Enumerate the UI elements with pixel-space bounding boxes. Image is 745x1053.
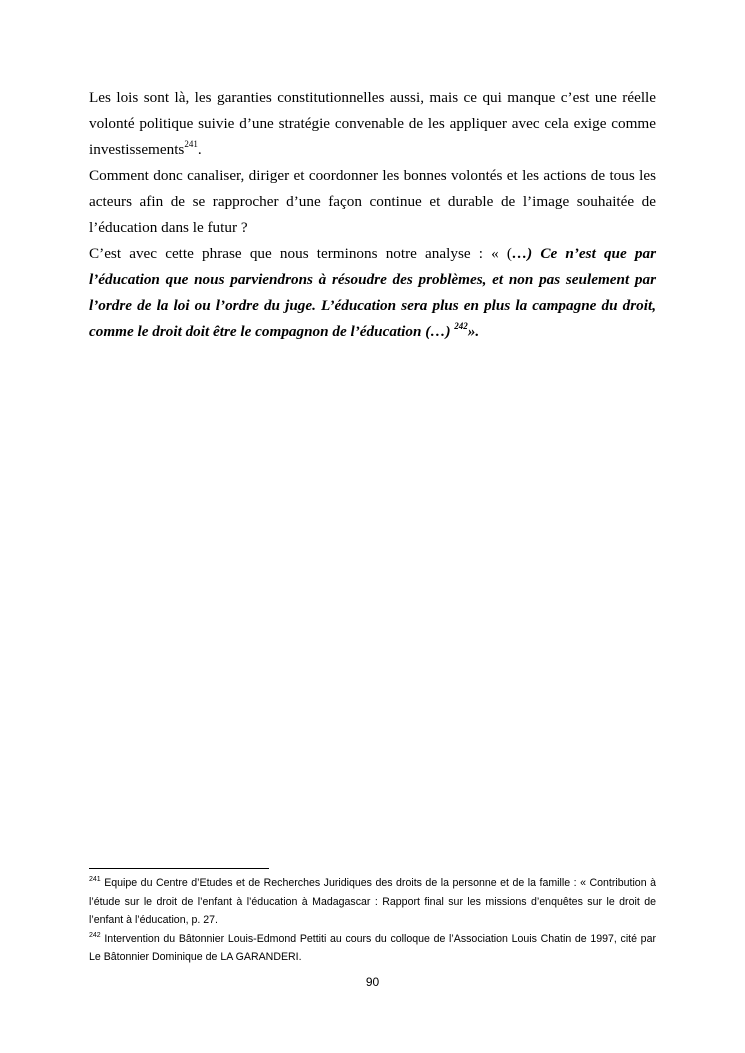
footnote-242 [89, 930, 656, 967]
footnote-number: 241 [89, 876, 101, 884]
paragraph-conclusion-end: ». [467, 323, 480, 340]
footnote-text: Equipe du Centre d’Etudes et de Recherches Juridiques des droits de la personne et de la famille : « Contribution à l’étude sur le droit de l’enfant à l’éducation à Madagascar : Rapport final sur les missions d’enquêtes sur le droit de l’enfant à l’éducation, p. 27. [89, 877, 656, 927]
paragraph-laws-text: Les lois sont là, les garanties constitutionnelles aussi, mais ce qui manque c’est une réelle volonté politique suivie d’une stratégie convenable de les appliquer avec cela exige comme investissements [89, 89, 656, 158]
paragraph-laws-end: . [197, 141, 202, 158]
body-text [89, 85, 656, 345]
paragraph-question-text: Comment donc canaliser, diriger et coordonner les bonnes volontés et les actions de tous les acteurs afin de se rapprocher d’une façon continue et durable de l’image souhaitée de l’éducation dans le futur ? [89, 167, 656, 236]
paragraph-question [89, 163, 656, 241]
paragraph-conclusion-intro: C’est avec cette phrase que nous terminons notre analyse : « ( [89, 245, 512, 262]
conclusion-quote: …) Ce n’est que par l’éducation que nous parviendrons à résoudre des problèmes, et non pas seulement par l’ordre de la loi ou l’ordre du juge. L’éducation sera plus en plus la campagne du droit, comme le droit doit être le compagnon de l’éducation (…) [89, 245, 656, 340]
footnote-241 [89, 874, 656, 930]
footnote-ref-242[interactable]: 242 [454, 320, 468, 331]
paragraph-conclusion [89, 241, 656, 345]
footnote-text: Intervention du Bâtonnier Louis-Edmond Pettiti au cours du colloque de l’Association Louis Chatin de 1997, cité par Le Bâtonnier Dominique de LA GARANDERI. [89, 932, 656, 964]
footnote-number: 242 [89, 932, 101, 940]
paragraph-laws [89, 85, 656, 163]
page-number: 90 [365, 975, 380, 989]
footnotes [89, 874, 656, 967]
footnote-ref-241[interactable]: 241 [184, 138, 198, 149]
footnote-separator [89, 868, 269, 869]
